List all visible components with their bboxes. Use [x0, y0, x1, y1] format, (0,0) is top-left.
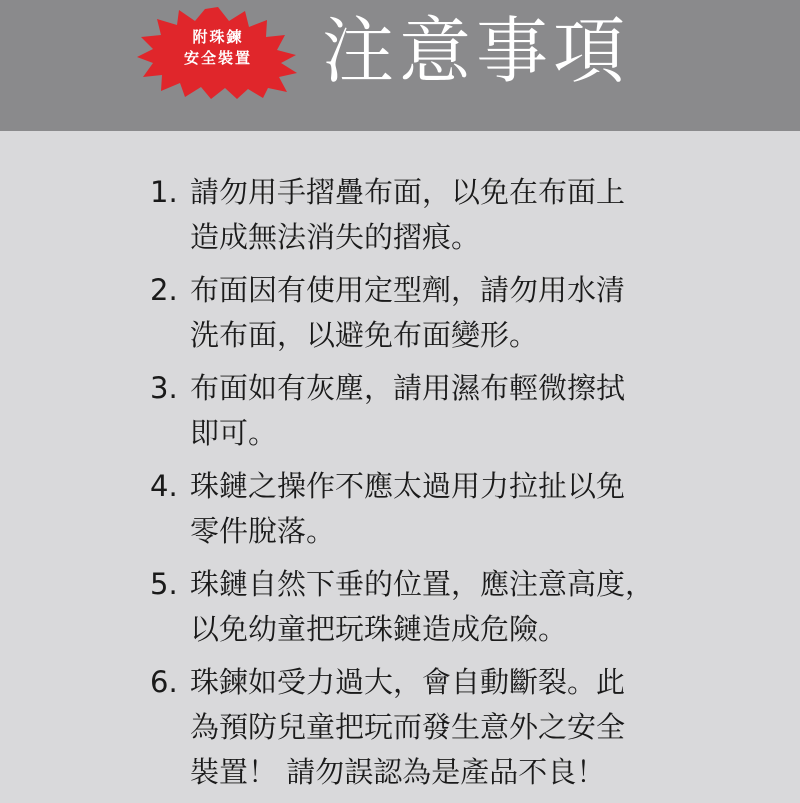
badge-line-2: 安全裝置 — [183, 49, 252, 67]
notice-list — [150, 170, 710, 803]
notice-number: 4. — [150, 469, 178, 503]
notice-text-line: 珠鏈之操作不應太過用力拉扯以免 — [190, 469, 626, 503]
safety-badge — [133, 5, 303, 99]
badge-line-1: 附珠鍊 — [192, 28, 244, 46]
notice-text-line: 零件脫落。 — [190, 514, 336, 548]
notice-text-line: 珠鏈自然下垂的位置，應注意高度， — [190, 567, 655, 601]
notice-text-line: 珠鍊如受力過大，會自動斷裂。此 — [190, 665, 626, 699]
notice-text-line: 請勿用手摺疊布面，以免在布面上 — [190, 175, 626, 209]
notice-number: 3. — [150, 371, 178, 405]
page-title: 注意事項 — [322, 9, 631, 93]
notice-text-line: 裝置！ 請勿誤認為是產品不良！ — [190, 755, 606, 789]
notice-text-line: 即可。 — [190, 416, 278, 450]
notice-item-5 — [150, 562, 710, 652]
notice-text-line: 為預防兒童把玩而發生意外之安全 — [190, 710, 626, 744]
notice-text-line: 以免幼童把玩珠鏈造成危險。 — [190, 612, 568, 646]
notice-number: 6. — [150, 665, 178, 699]
notice-item-6 — [150, 660, 710, 795]
notice-number: 2. — [150, 273, 178, 307]
notice-item-4 — [150, 464, 710, 554]
notice-item-2 — [150, 268, 710, 358]
notice-item-3 — [150, 366, 710, 456]
notice-text-line: 布面如有灰塵，請用濕布輕微擦拭 — [190, 371, 626, 405]
notice-number: 5. — [150, 567, 178, 601]
notice-text-line: 布面因有使用定型劑，請勿用水清 — [190, 273, 626, 307]
notice-text-line: 造成無法消失的摺痕。 — [190, 220, 481, 254]
notice-text-line: 洗布面，以避免布面變形。 — [190, 318, 539, 352]
notice-number: 1. — [150, 175, 178, 209]
header-banner — [0, 0, 800, 131]
notice-item-1 — [150, 170, 710, 260]
